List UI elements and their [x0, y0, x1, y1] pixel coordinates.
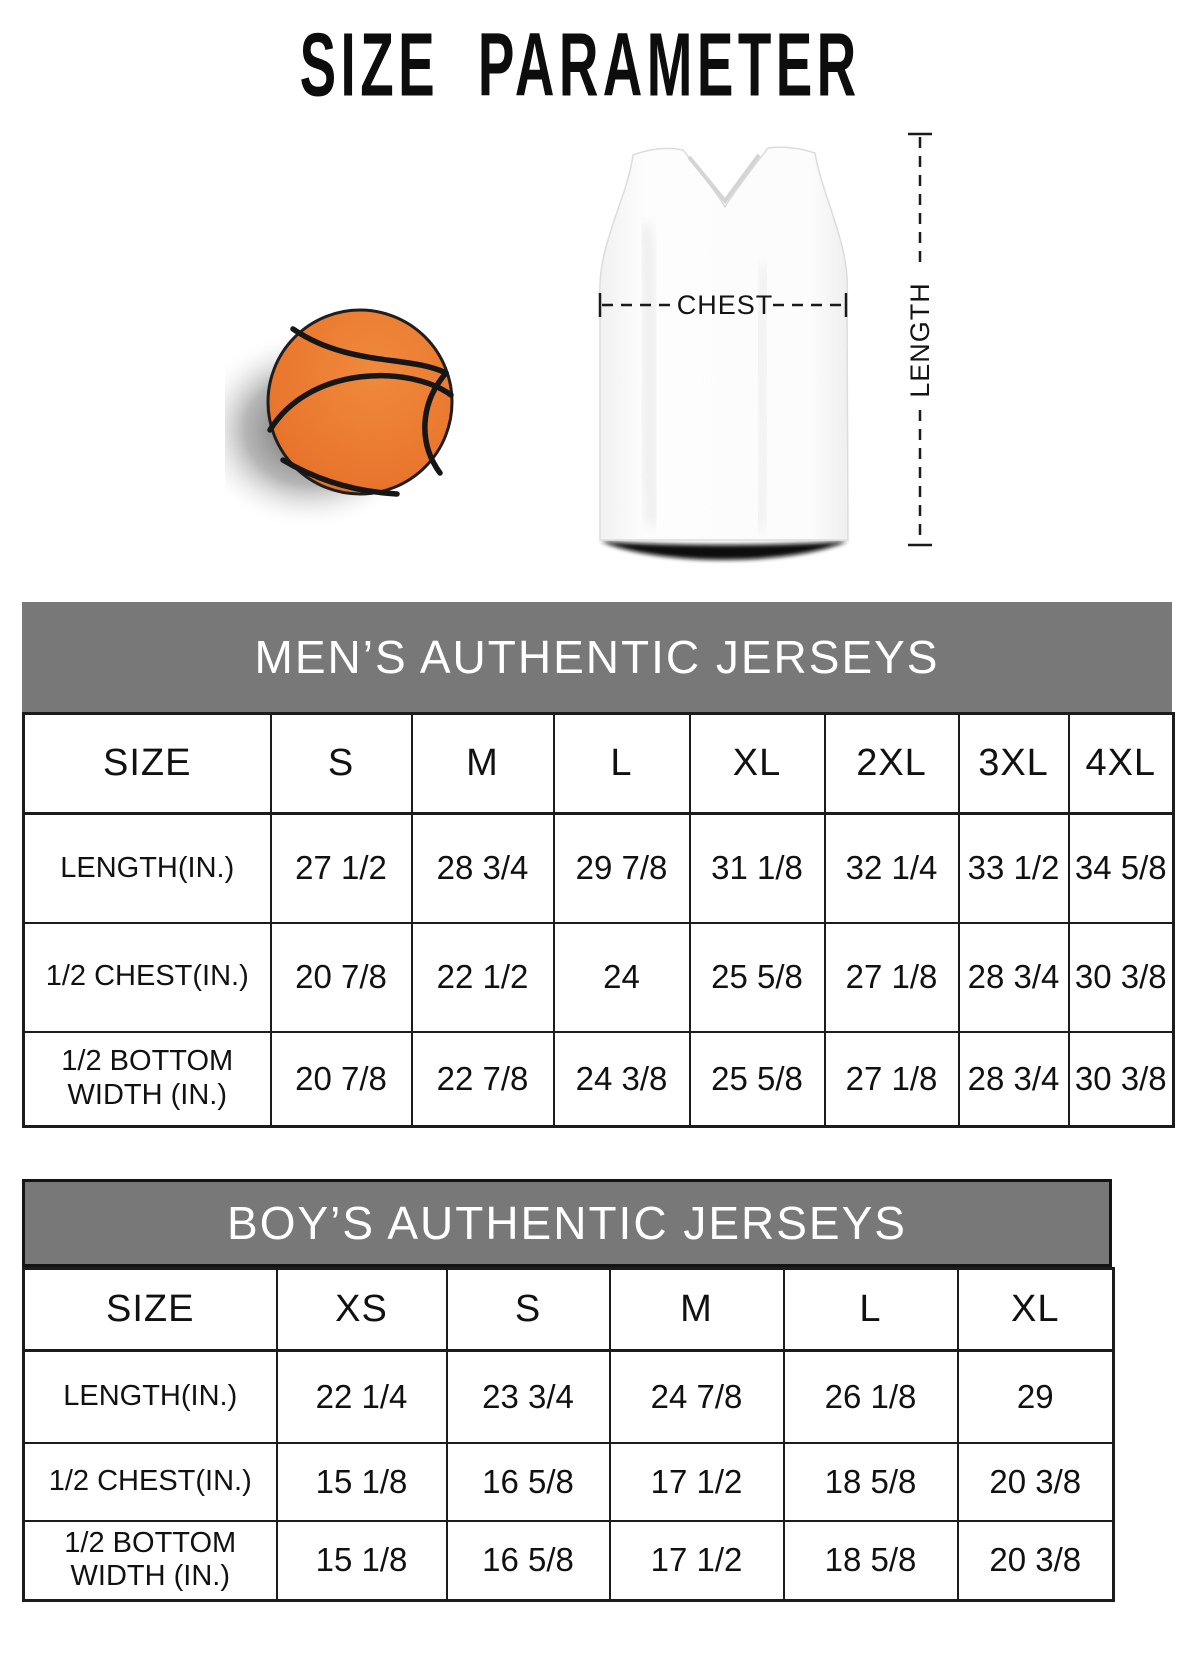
size-value: 34 5/8 [1069, 814, 1174, 923]
column-header: XL [958, 1269, 1114, 1351]
column-header: SIZE [24, 714, 271, 814]
column-header: M [412, 714, 554, 814]
table-row [24, 1351, 1114, 1443]
size-value: 22 1/4 [277, 1351, 447, 1443]
size-value: 22 1/2 [412, 923, 554, 1032]
page-title-row [0, 13, 1160, 116]
size-value: 20 3/8 [958, 1443, 1114, 1521]
size-value: 24 7/8 [610, 1351, 784, 1443]
column-header: S [271, 714, 412, 814]
table-row [24, 1521, 1114, 1601]
size-value: 15 1/8 [277, 1443, 447, 1521]
size-value: 33 1/2 [959, 814, 1069, 923]
size-value: 24 3/8 [554, 1032, 690, 1127]
column-header: 3XL [959, 714, 1069, 814]
mens-title: MEN’S AUTHENTIC JERSEYS [254, 631, 940, 683]
row-label: 1/2 BOTTOM WIDTH (IN.) [24, 1521, 277, 1601]
size-value: 25 5/8 [690, 923, 825, 1032]
size-value: 17 1/2 [610, 1521, 784, 1601]
size-value: 20 7/8 [271, 923, 412, 1032]
boys-title-band [22, 1179, 1112, 1267]
column-header: S [447, 1269, 610, 1351]
boys-header-row [24, 1269, 1114, 1351]
size-value: 28 3/4 [959, 923, 1069, 1032]
size-value: 24 [554, 923, 690, 1032]
size-value: 15 1/8 [277, 1521, 447, 1601]
size-value: 23 3/4 [447, 1351, 610, 1443]
column-header: M [610, 1269, 784, 1351]
size-value: 28 3/4 [959, 1032, 1069, 1127]
row-label: 1/2 CHEST(IN.) [24, 1443, 277, 1521]
column-header: L [554, 714, 690, 814]
length-label: LENGTH [905, 282, 935, 398]
size-value: 16 5/8 [447, 1521, 610, 1601]
size-value: 27 1/2 [271, 814, 412, 923]
size-value: 26 1/8 [784, 1351, 958, 1443]
mens-size-table [22, 712, 1175, 1128]
mens-title-band [22, 602, 1172, 712]
size-value: 20 3/8 [958, 1521, 1114, 1601]
column-header: 4XL [1069, 714, 1174, 814]
size-value: 25 5/8 [690, 1032, 825, 1127]
size-value: 29 [958, 1351, 1114, 1443]
size-value: 18 5/8 [784, 1521, 958, 1601]
row-label: LENGTH(IN.) [24, 1351, 277, 1443]
table-row [24, 1443, 1114, 1521]
row-label: 1/2 CHEST(IN.) [24, 923, 271, 1032]
size-value: 30 3/8 [1069, 923, 1174, 1032]
size-value: 31 1/8 [690, 814, 825, 923]
size-value: 32 1/4 [825, 814, 959, 923]
column-header: SIZE [24, 1269, 277, 1351]
size-value: 29 7/8 [554, 814, 690, 923]
size-value: 20 7/8 [271, 1032, 412, 1127]
table-row [24, 1032, 1174, 1127]
column-header: XL [690, 714, 825, 814]
mens-header-row [24, 714, 1174, 814]
table-row [24, 814, 1174, 923]
column-header: 2XL [825, 714, 959, 814]
size-value: 27 1/8 [825, 1032, 959, 1127]
boys-title: BOY’S AUTHENTIC JERSEYS [227, 1197, 907, 1249]
size-value: 27 1/8 [825, 923, 959, 1032]
column-header: XS [277, 1269, 447, 1351]
basketball-icon [268, 310, 452, 494]
size-value: 18 5/8 [784, 1443, 958, 1521]
boys-size-table [22, 1267, 1115, 1602]
row-label: LENGTH(IN.) [24, 814, 271, 923]
page-title: SIZE PARAMETER [299, 13, 861, 116]
column-header: L [784, 1269, 958, 1351]
size-value: 17 1/2 [610, 1443, 784, 1521]
size-value: 16 5/8 [447, 1443, 610, 1521]
size-value: 30 3/8 [1069, 1032, 1174, 1127]
row-label: 1/2 BOTTOM WIDTH (IN.) [24, 1032, 271, 1127]
measurement-diagram [225, 105, 965, 575]
chest-label: CHEST [676, 290, 774, 320]
size-value: 22 7/8 [412, 1032, 554, 1127]
table-row [24, 923, 1174, 1032]
jersey-icon [600, 147, 848, 560]
size-value: 28 3/4 [412, 814, 554, 923]
